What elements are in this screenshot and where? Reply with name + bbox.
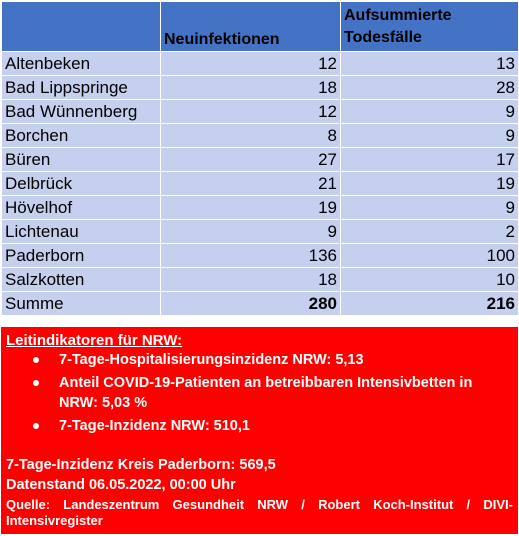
- table-row: [2, 52, 519, 76]
- sum-label: Summe: [2, 292, 161, 316]
- row-neuinfektionen: 9: [161, 220, 341, 244]
- table-sum-row: [2, 292, 519, 316]
- indicator-item: [1, 416, 518, 436]
- header-todesfaelle: Aufsummierte Todesfälle: [341, 2, 519, 52]
- row-todesfaelle: 9: [341, 196, 519, 220]
- indicator-text: Anteil COVID-19-Patienten an betreibbaren Intensivbetten in NRW: 5,03 %: [59, 375, 473, 411]
- row-name: Bad Lippspringe: [2, 76, 161, 100]
- table-row: [2, 76, 519, 100]
- row-todesfaelle: 19: [341, 172, 519, 196]
- row-neuinfektionen: 18: [161, 76, 341, 100]
- row-name: Delbrück: [2, 172, 161, 196]
- datenstand: Datenstand 06.05.2022, 00:00 Uhr: [6, 477, 236, 493]
- header-blank-cell: [2, 2, 161, 52]
- indicator-text: 7-Tage-Hospitalisierungsinzidenz NRW: 5,13: [59, 352, 364, 368]
- row-todesfaelle: 13: [341, 52, 519, 76]
- table-row: [2, 268, 519, 292]
- table-row: [2, 124, 519, 148]
- table-row: [2, 244, 519, 268]
- row-neuinfektionen: 12: [161, 100, 341, 124]
- row-todesfaelle: 9: [341, 124, 519, 148]
- row-neuinfektionen: 18: [161, 268, 341, 292]
- row-name: Lichtenau: [2, 220, 161, 244]
- row-name: Büren: [2, 148, 161, 172]
- indicator-list: [1, 350, 518, 439]
- header-neuinfektionen: Neuinfektionen: [161, 2, 341, 52]
- table-row: [2, 100, 519, 124]
- sum-todesfaelle: 216: [341, 292, 519, 316]
- bullet-icon: [33, 357, 39, 363]
- row-neuinfektionen: 21: [161, 172, 341, 196]
- indicator-item: [1, 373, 518, 413]
- row-name: Hövelhof: [2, 196, 161, 220]
- district-table: [1, 1, 519, 316]
- indicator-text: 7-Tage-Inzidenz NRW: 510,1: [59, 418, 250, 434]
- row-todesfaelle: 100: [341, 244, 519, 268]
- table-header-row: [2, 2, 519, 52]
- row-todesfaelle: 17: [341, 148, 519, 172]
- row-neuinfektionen: 136: [161, 244, 341, 268]
- table-row: [2, 148, 519, 172]
- row-neuinfektionen: 19: [161, 196, 341, 220]
- row-name: Borchen: [2, 124, 161, 148]
- indicator-item: [1, 350, 518, 370]
- indicator-box: [1, 327, 518, 534]
- table-row: [2, 196, 519, 220]
- indicator-title: Leitindikatoren für NRW:: [6, 332, 183, 349]
- kreis-inzidenz: 7-Tage-Inzidenz Kreis Paderborn: 569,5: [6, 457, 276, 473]
- row-neuinfektionen: 8: [161, 124, 341, 148]
- row-neuinfektionen: 27: [161, 148, 341, 172]
- row-todesfaelle: 9: [341, 100, 519, 124]
- row-todesfaelle: 2: [341, 220, 519, 244]
- row-name: Paderborn: [2, 244, 161, 268]
- row-name: Salzkotten: [2, 268, 161, 292]
- bullet-icon: [33, 380, 39, 386]
- row-name: Bad Wünnenberg: [2, 100, 161, 124]
- bullet-icon: [33, 423, 39, 429]
- sum-neuinfektionen: 280: [161, 292, 341, 316]
- table-row: [2, 172, 519, 196]
- row-name: Altenbeken: [2, 52, 161, 76]
- row-neuinfektionen: 12: [161, 52, 341, 76]
- row-todesfaelle: 10: [341, 268, 519, 292]
- table-row: [2, 220, 519, 244]
- source-note: Quelle: Landeszentrum Gesundheit NRW / Robert Koch-Institut / DIVI-Intensivregister: [6, 497, 513, 528]
- row-todesfaelle: 28: [341, 76, 519, 100]
